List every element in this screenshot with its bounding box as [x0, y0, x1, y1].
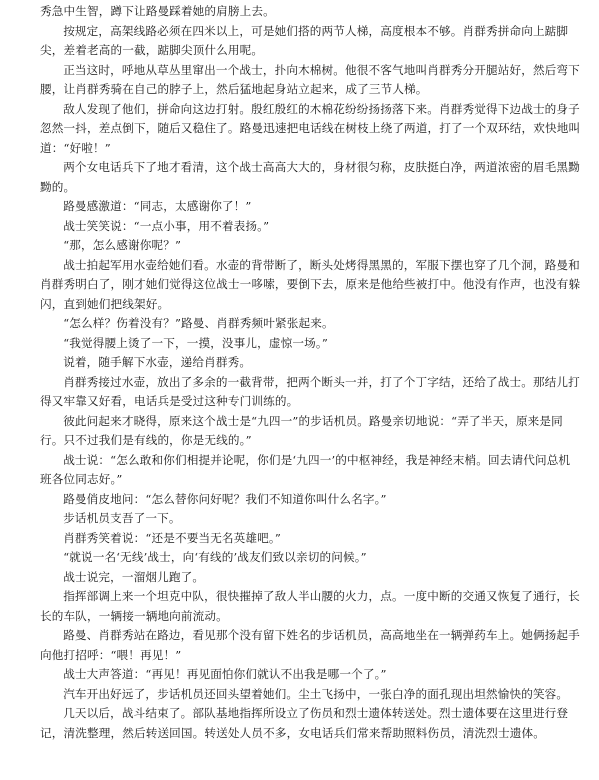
paragraph-10: “怎么样？伤着没有？”路曼、肖群秀频叶紧张起来。 — [63, 316, 334, 330]
paragraph-3: 正当这时，呼地从草丛里窜出一个战士，扑向木棉树。他很不客气地叫肖群秀分开腿站好，然后弯下腰，让肖群秀骑在自己的脖子上，然后猛地起身站立起来，成了三节人梯。 — [40, 62, 580, 96]
paragraph-16: 路曼俏皮地问：“怎么替你问好呢？我们不知道你叫什么名字。” — [63, 491, 387, 506]
paragraph-14: 彼此问起来才晓得，原来这个战士是“九四一”的步话机员。路曼亲切地说：“弄了半天，原来是同行。只不过我们是有线的，你是无线的。” — [40, 413, 563, 447]
paragraph-24: 汽车开出好远了，步话机员还回头望着她们。尘土飞扬中，一张白净的面孔现出坦然愉快的笑容。 — [63, 686, 569, 701]
paragraph-8: “那，怎么感谢你呢？” — [63, 238, 182, 252]
paragraph-11: “我觉得腰上烫了一下，一摸，没事儿，虚惊一场。” — [63, 335, 328, 350]
paragraph-25: 几天以后，战斗结束了。部队基地指挥所设立了伤员和烈士遗体转送处。烈士遗体要在这里进行登记，清洗整理，然后转送回国。转送处人员不多，女电话兵们常来帮助照料伤员，清洗烈士遗体。 — [40, 706, 569, 740]
paragraph-9: 战士拍起军用水壶给她们看。水壶的背带断了，断头处烤得黑黑的，军服下摆也穿了几个洞，路曼和肖群秀明白了，刚才她们觉得这位战士一哆嗦，要倒下去，原来是他给些被打中。他没有作声，也没有躲闪，直到她们把线架好。 — [40, 257, 581, 311]
paragraph-12: 说着，随手解下水壶，递给肖群秀。 — [63, 355, 252, 369]
paragraph-1: 秀急中生智，蹲下让路曼踩着她的肩膀上去。 — [40, 4, 275, 18]
paragraph-15: 战士说：“怎么敢和你们相提并论呢，你们是‘九四一’的中枢神经，我是神经末梢。回去请代问总机班各位同志好。” — [40, 452, 571, 486]
paragraph-19: “就说一名‘无线’战士，向‘有线的’战友们致以亲切的问候。” — [63, 550, 367, 564]
paragraph-6: 路曼感激道：“同志，太感谢你了！” — [63, 199, 252, 213]
paragraph-20: 战士说完，一溜烟儿跑了。 — [63, 569, 205, 584]
paragraph-4: 敌人发现了他们，拼命向这边打射。殷红殷红的木棉花纷纷扬扬落下来。肖群秀觉得下边战士的身子忽然一抖，差点倒下，随后又稳住了。路曼迅速把电话线在树枝上绕了两道，打了一个双环结，欢快地叫道：“好啦！” — [40, 101, 581, 155]
paragraph-23: 战士大声答道：“再见！再见面怕你们就认不出我是哪一个了。” — [63, 667, 387, 681]
paragraph-17: 步话机员支吾了一下。 — [63, 511, 181, 525]
paragraph-5: 两个女电话兵下了地才看清，这个战士高高大大的，身材很匀称，皮肤挺白净，两道浓密的眉毛黑黝黝的。 — [40, 160, 580, 194]
paragraph-22: 路曼、肖群秀站在路边，看见那个没有留下姓名的步话机员，高高地坐在一辆弹药车上。她俩扬起手向他打招呼：“喂！再见！” — [40, 628, 580, 662]
paragraph-2: 按规定，高架线路必须在四米以上，可是她们搭的两节人梯，高度根本不够。肖群秀拼命向上踮脚尖，差着老高的一截，踮脚尖顶什么用呢。 — [40, 23, 569, 57]
paragraph-13: 肖群秀接过水壶，放出了多余的一截背带，把两个断头一并，打了个丁字结，还给了战士。那结儿打得又牢靠又好看，电话兵是受过这种专门训练的。 — [40, 374, 580, 408]
paragraph-7: 战士笑笑说：“一点小事，用不着表扬。” — [63, 218, 270, 233]
paragraph-21: 指挥部调上来一个坦克中队，很快摧掉了敌人半山腰的火力，点。一度中断的交通又恢复了通行，长长的车队，一辆接一辆地向前流动。 — [40, 589, 580, 623]
paragraph-18: 肖群秀笑着说：“还是不要当无名英雄吧。” — [63, 530, 281, 545]
